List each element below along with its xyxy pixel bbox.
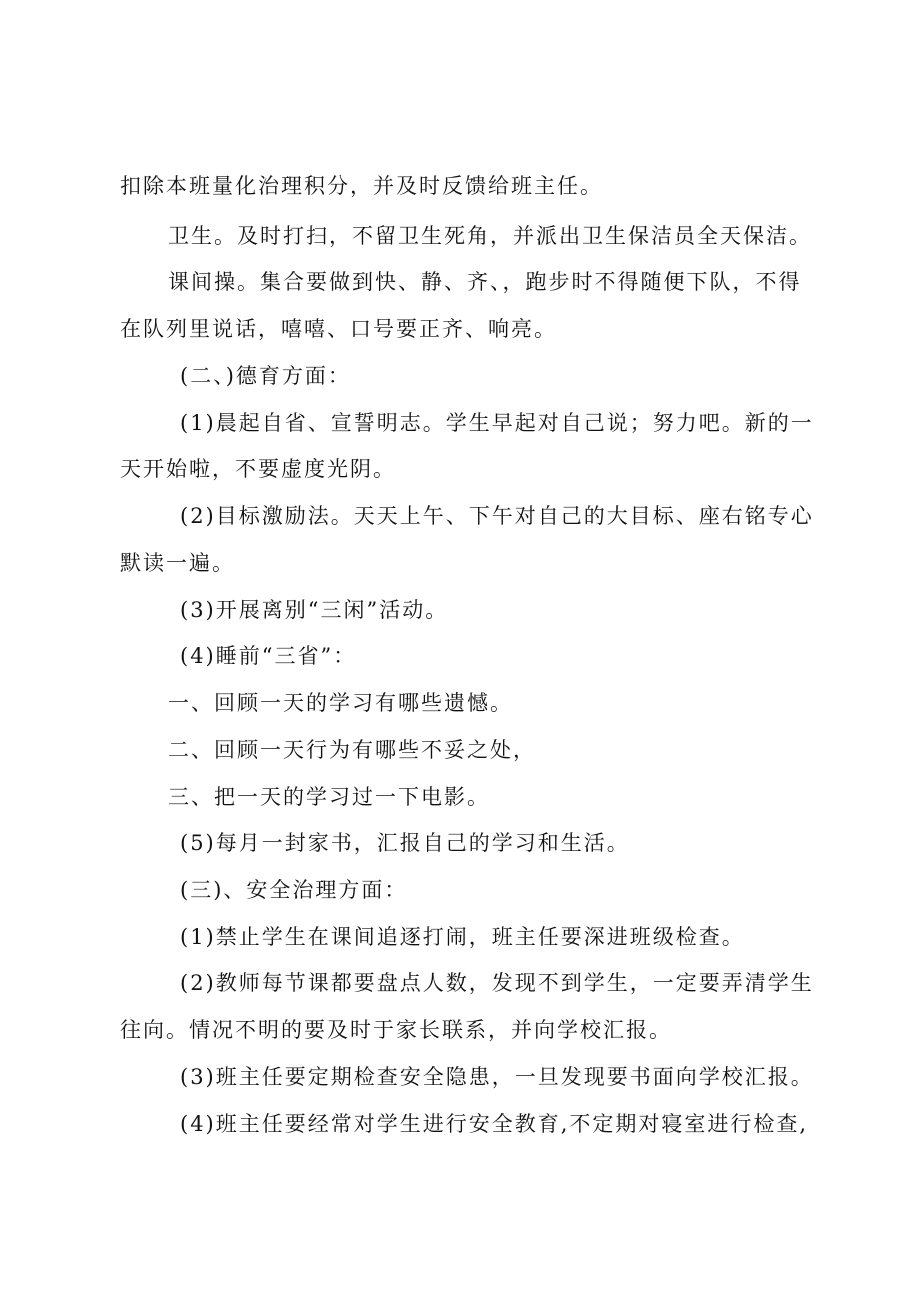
text-line: (3)开展离别“三闲”活动。 (180, 598, 449, 622)
text-line: (1)禁止学生在课间追逐打闹，班主任要深进班级检查。 (180, 925, 745, 949)
text-line: (3)班主任要定期检查安全隐患，一旦发现要书面向学校汇报。 (180, 1065, 814, 1089)
text-line: (4)班主任要经常对学生进行安全教育,不定期对寝室进行检查, (180, 1112, 809, 1136)
text-line: 课间操。集合要做到快、静、齐、，跑步时不得随便下队，不得 (168, 270, 802, 294)
text-line: 卫生。及时打扫，不留卫生死角，并派出卫生保洁员全天保洁。 (168, 224, 812, 248)
text-line: (1)晨起自省、宣誓明志。学生早起对自己说；努力吧。新的一 (180, 411, 814, 435)
text-line: 默读一遍。 (120, 551, 235, 575)
section-heading: (三)、安全治理方面： (180, 878, 408, 902)
text-line: 二、回顾一天行为有哪些不妥之处， (168, 738, 536, 762)
section-heading: (二、)德育方面： (180, 364, 351, 388)
text-line: (5)每月一封家书，汇报自己的学习和生活。 (180, 831, 630, 855)
text-line: (4)睡前“三省”： (180, 644, 357, 668)
text-line: (2)教师每节课都要盘点人数，发现不到学生，一定要弄清学生 (180, 971, 814, 995)
text-line: 三、把一天的学习过一下电影。 (168, 785, 490, 809)
text-line: 一、回顾一天的学习有哪些遗憾。 (168, 691, 513, 715)
text-line: 在队列里说话，嘻嘻、口号要正齐、响亮。 (120, 317, 557, 341)
text-line: 扣除本班量化治理积分，并及时反馈给班主任。 (120, 174, 603, 198)
text-line: 天开始啦，不要虚度光阴。 (120, 457, 396, 481)
text-line: 往向。情况不明的要及时于家长联系，并向学校汇报。 (120, 1018, 672, 1042)
text-line: (2)目标激励法。天天上午、下午对自己的大目标、座右铭专心 (180, 504, 814, 528)
